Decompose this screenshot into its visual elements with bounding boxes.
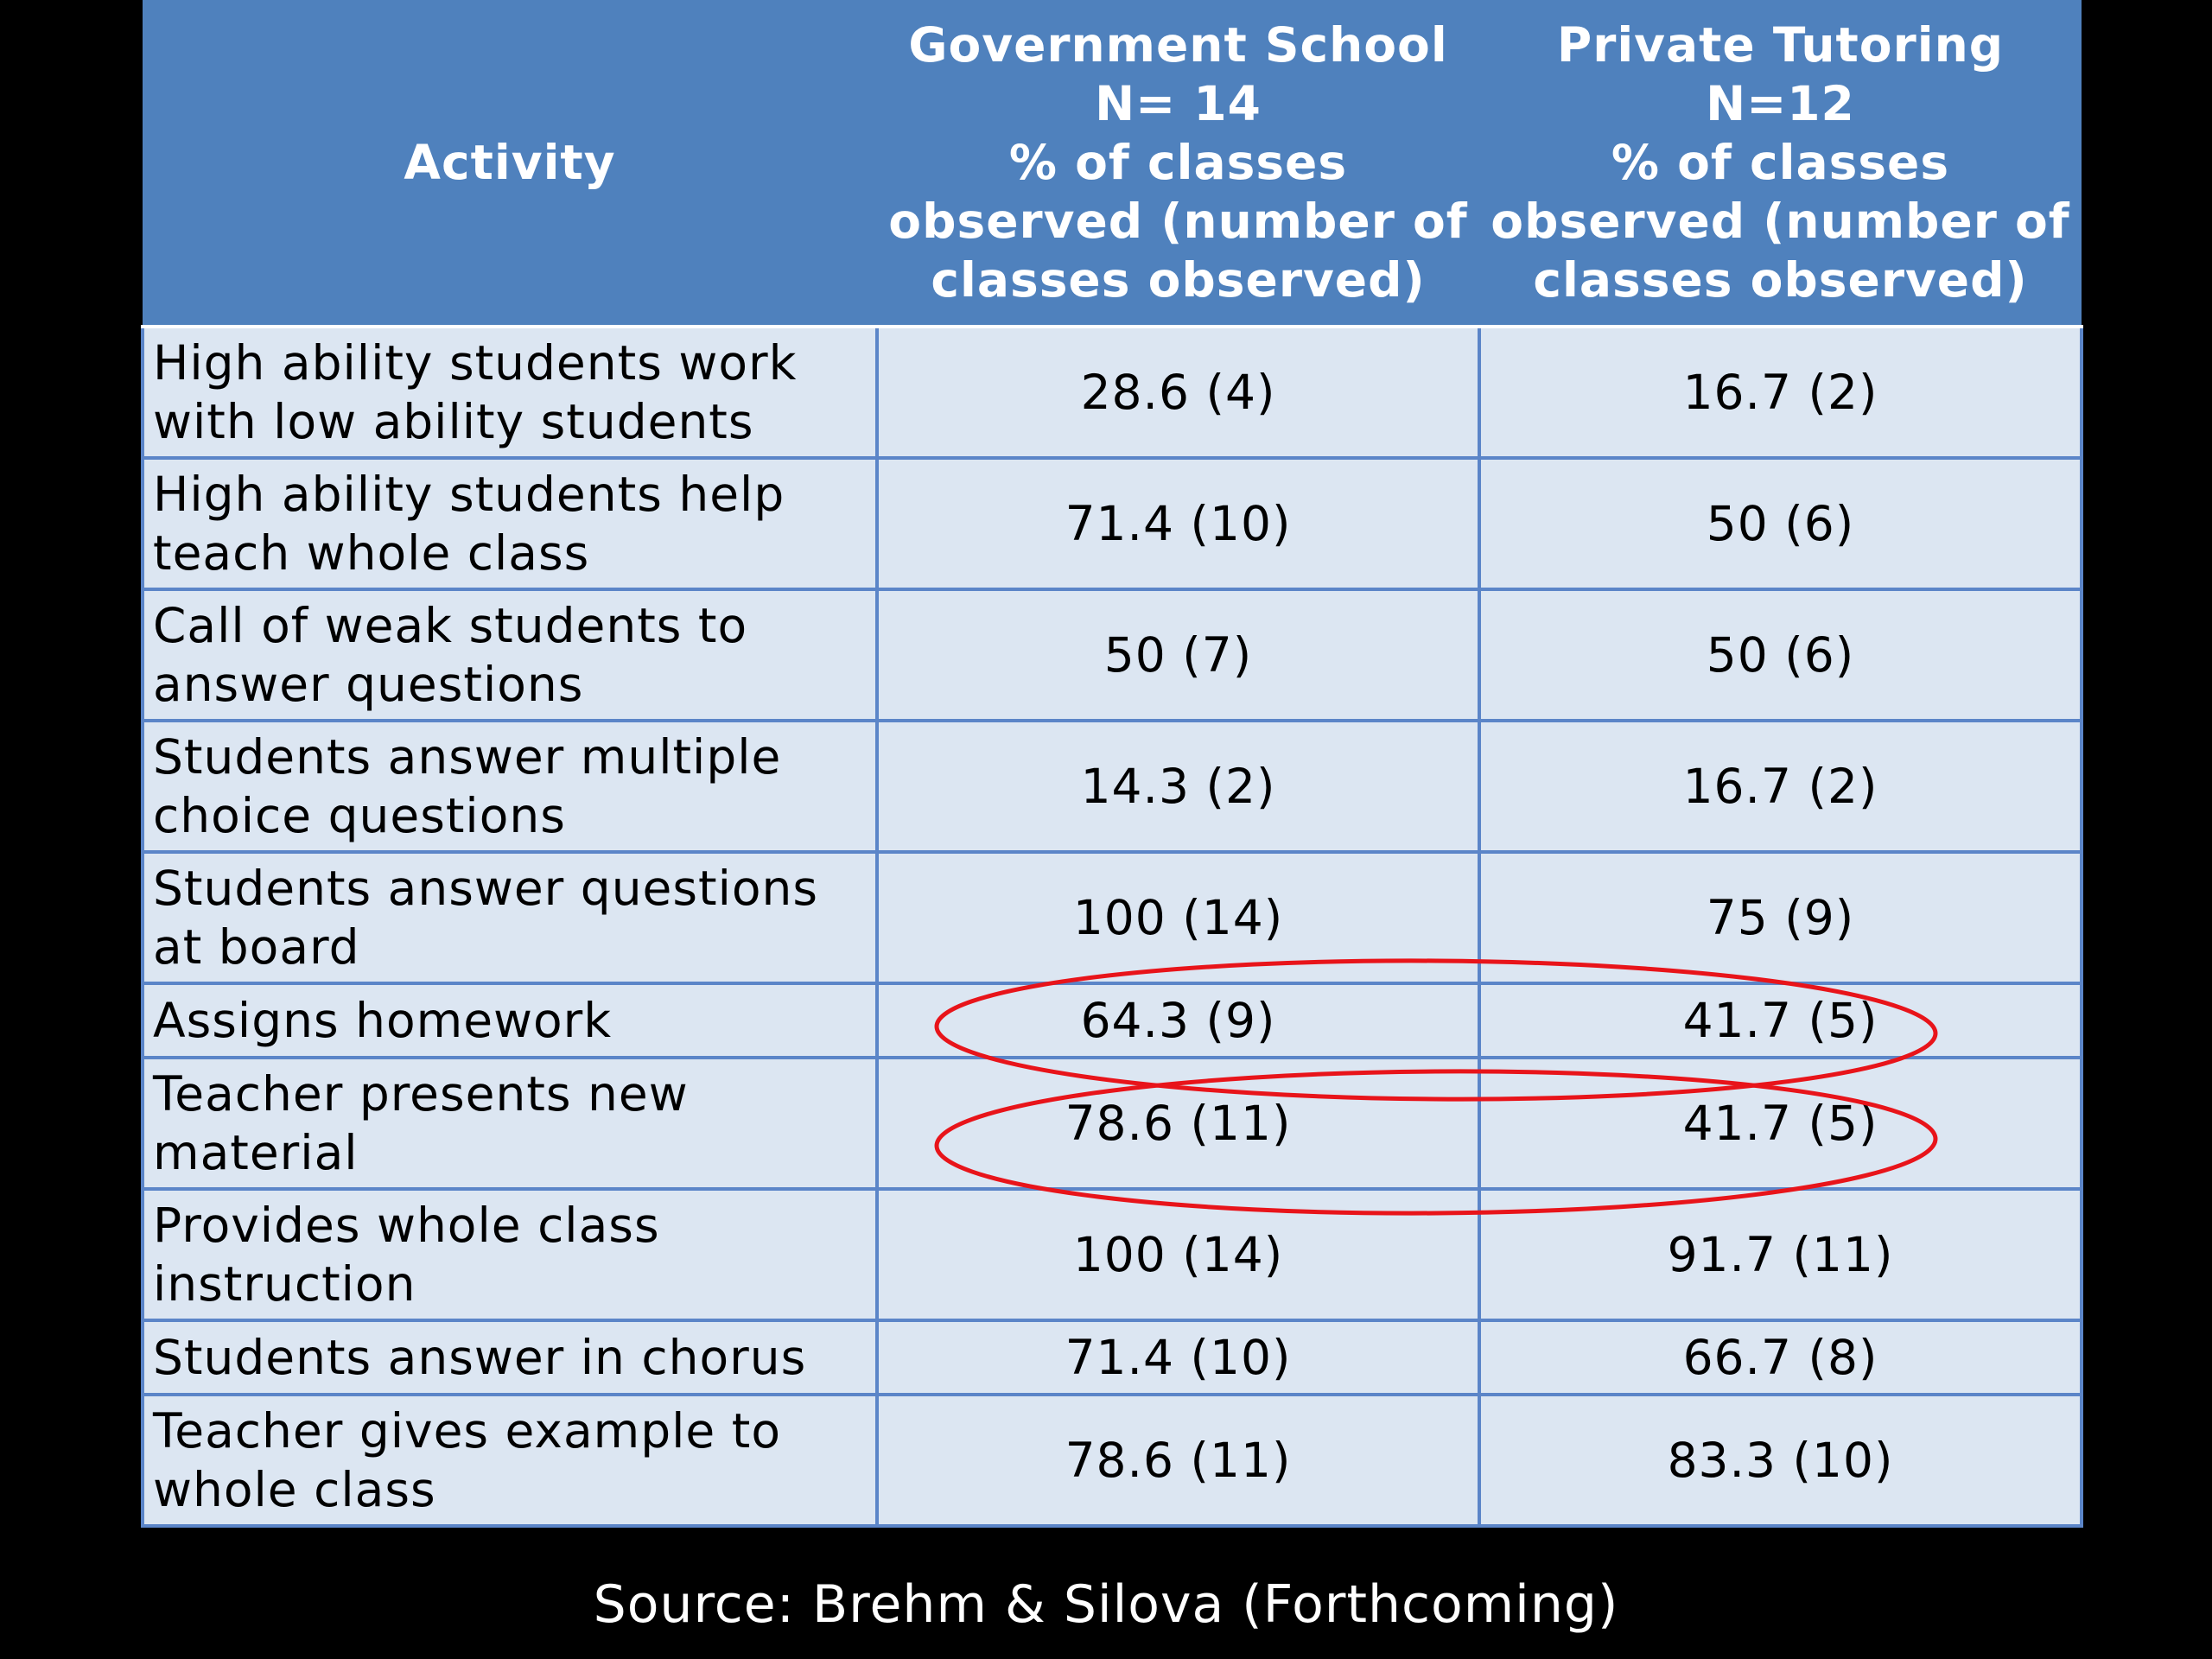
header-activity [143, 0, 877, 327]
table-row [143, 458, 2082, 589]
header-line: N=12 [1706, 76, 1855, 131]
header-line: Government School [908, 17, 1448, 73]
activity-cell [143, 1058, 877, 1189]
header-line: classes observed) [931, 252, 1426, 308]
activity-cell [143, 721, 877, 852]
header-line: % of classes [1008, 135, 1348, 190]
private-value: 75 (9) [1479, 852, 2082, 983]
table-container [141, 0, 2080, 1528]
government-value: 71.4 (10) [877, 458, 1479, 589]
header-line: classes observed) [1533, 252, 2028, 308]
table-row [143, 1189, 2082, 1320]
header-line: observed (number of [888, 194, 1468, 249]
government-value: 78.6 (11) [877, 1058, 1479, 1189]
government-value: 71.4 (10) [877, 1320, 1479, 1395]
activity-line: High ability students work [153, 335, 798, 391]
activity-cell [143, 1395, 877, 1526]
table-row [143, 589, 2082, 721]
activity-line: Students answer in chorus [153, 1330, 807, 1385]
activity-line: whole class [153, 1462, 436, 1517]
table-row [143, 1058, 2082, 1189]
activity-line: Provides whole class [153, 1198, 660, 1253]
activity-line: teach whole class [153, 525, 590, 581]
activity-cell [143, 852, 877, 983]
activity-line: instruction [153, 1256, 416, 1312]
activity-line: material [153, 1125, 359, 1180]
activity-cell [143, 983, 877, 1058]
observation-table [141, 0, 2083, 1528]
activity-line: Teacher presents new [153, 1066, 689, 1122]
activity-line: with low ability students [153, 394, 754, 449]
header-line: N= 14 [1095, 76, 1262, 131]
activity-cell [143, 458, 877, 589]
private-value: 66.7 (8) [1479, 1320, 2082, 1395]
header-row [143, 0, 2082, 327]
table-body [143, 327, 2082, 1526]
header-line: observed (number of [1491, 194, 2070, 249]
government-value: 64.3 (9) [877, 983, 1479, 1058]
source-caption: Source: Brehm & Silova (Forthcoming) [593, 1574, 1619, 1635]
header-line: Private Tutoring [1556, 17, 2005, 73]
government-value: 28.6 (4) [877, 327, 1479, 458]
government-value: 100 (14) [877, 1189, 1479, 1320]
government-value: 14.3 (2) [877, 721, 1479, 852]
table-row [143, 852, 2082, 983]
activity-line: Students answer multiple [153, 729, 782, 785]
government-value: 100 (14) [877, 852, 1479, 983]
government-value: 78.6 (11) [877, 1395, 1479, 1526]
private-value: 41.7 (5) [1479, 983, 2082, 1058]
header-government-school [877, 0, 1479, 327]
private-value: 41.7 (5) [1479, 1058, 2082, 1189]
private-value: 91.7 (11) [1479, 1189, 2082, 1320]
table-row [143, 327, 2082, 458]
activity-line: High ability students help [153, 467, 785, 522]
activity-line: Assigns homework [153, 993, 613, 1048]
header-private-tutoring [1479, 0, 2082, 327]
private-value: 50 (6) [1479, 589, 2082, 721]
activity-cell [143, 1189, 877, 1320]
activity-line: at board [153, 919, 360, 975]
activity-cell [143, 1320, 877, 1395]
activity-line: Teacher gives example to [153, 1403, 781, 1459]
private-value: 16.7 (2) [1479, 327, 2082, 458]
government-value: 50 (7) [877, 589, 1479, 721]
table-row [143, 1395, 2082, 1526]
private-value: 50 (6) [1479, 458, 2082, 589]
activity-line: answer questions [153, 657, 584, 712]
table-row [143, 1320, 2082, 1395]
table-row [143, 983, 2082, 1058]
header-activity-label: Activity [404, 135, 616, 190]
activity-cell [143, 327, 877, 458]
activity-line: Students answer questions [153, 861, 819, 916]
activity-line: choice questions [153, 788, 566, 843]
table-row [143, 721, 2082, 852]
activity-cell [143, 589, 877, 721]
activity-line: Call of weak students to [153, 598, 748, 653]
private-value: 16.7 (2) [1479, 721, 2082, 852]
private-value: 83.3 (10) [1479, 1395, 2082, 1526]
header-line: % of classes [1611, 135, 1950, 190]
